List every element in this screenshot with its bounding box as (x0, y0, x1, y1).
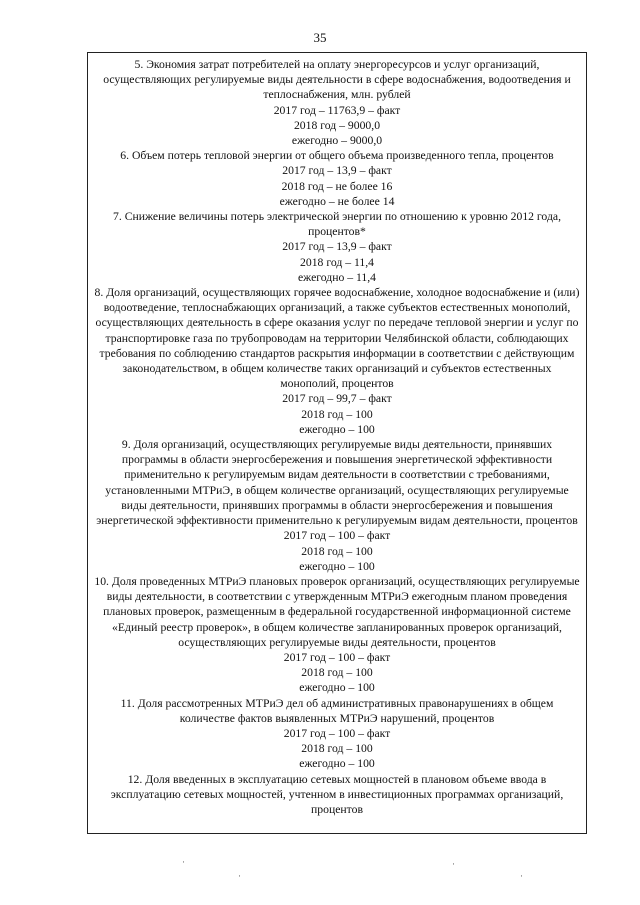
indicator-value-2017: 2017 год – 13,9 – факт (282, 164, 392, 178)
indicator-section-6 (94, 148, 580, 209)
indicator-value-annual: ежегодно – 100 (299, 757, 375, 771)
indicator-value-2017: 2017 год – 100 – факт (283, 726, 391, 740)
indicator-table (87, 52, 587, 834)
indicator-value-2018: 2018 год – 100 (301, 742, 373, 756)
scan-speck: · (182, 857, 185, 867)
indicator-section-12 (94, 772, 580, 818)
indicator-section-8 (94, 285, 580, 437)
indicator-value-2017: 2017 год – 11763,9 – факт (273, 103, 401, 117)
indicator-value-2017: 2017 год – 100 – факт (283, 529, 391, 543)
indicator-value-2018: 2018 год – не более 16 (281, 179, 393, 193)
indicator-value-2017: 2017 год – 99,7 – факт (282, 392, 392, 406)
indicator-heading: 12. Доля введенных в эксплуатацию сетевых мощностей в плановом объеме ввода в эксплуатацию сетевых мощностей, учтенном в инвестиционных программах организаций, процентов (110, 772, 564, 816)
indicator-heading: 8. Доля организаций, осуществляющих горячее водоснабжение, холодное водоснабжение и (или) водоотведение, теплоснабжающих организаций, а также субъектов естественных монополий, осуществляющих деятельность в сфере оказания услуг по передаче тепловой энергии и услуг по транспортировке газа по трубопроводам на территории Челябинской области, соблюдающих требования по соблюдению стандартов раскрытия информации в соответствии с действующим законодательством, в общем количестве таких организаций и субъектов естественных монополий, процентов (94, 286, 580, 391)
indicator-heading: 10. Доля проведенных МТРиЭ плановых проверок организаций, осуществляющих регулируемые виды деятельности, в соответствии с утвержденным МТРиЭ ежегодным планом проведения плановых проверок, размещенным в федеральной государственной информационной системе «Единый реестр проверок», в общем количестве запланированных проверок организаций, осуществляющих регулируемые виды деятельности, процентов (94, 574, 580, 649)
scan-speck: · (520, 871, 523, 881)
indicator-heading: 9. Доля организаций, осуществляющих регулируемые виды деятельности, принявших программы в области энергосбережения и повышения энергетической эффективности применительно к регулируемым видам деятельности в соответствии с требованиями, установленными МТРиЭ, в общем количестве организаций, осуществляющих регулируемые виды деятельности, принявших программы в области энергосбережения и повышения энергетической эффективности применительно к регулируемым видам деятельности, процентов (96, 438, 578, 528)
indicator-value-annual: ежегодно – не более 14 (279, 194, 395, 208)
indicator-value-2018: 2018 год – 11,4 (300, 255, 374, 269)
indicator-value-annual: ежегодно – 11,4 (297, 270, 377, 284)
indicator-heading: 7. Снижение величины потерь электрической энергии по отношению к уровню 2012 года, процентов* (113, 210, 561, 239)
scan-speck: · (452, 859, 455, 869)
indicator-heading: 6. Объем потерь тепловой энергии от общего объема произведенного тепла, процентов (120, 149, 554, 163)
scan-speck: · (238, 871, 241, 881)
indicator-section-5 (94, 57, 580, 148)
indicator-section-9 (94, 437, 580, 574)
indicator-value-annual: ежегодно – 100 (299, 422, 375, 436)
indicator-value-annual: ежегодно – 100 (299, 559, 375, 573)
indicator-value-2018: 2018 год – 100 (301, 407, 373, 421)
indicator-value-annual: ежегодно – 9000,0 (291, 134, 383, 148)
indicator-value-2017: 2017 год – 100 – факт (283, 650, 391, 664)
page-number: 35 (313, 30, 327, 45)
indicator-heading: 11. Доля рассмотренных МТРиЭ дел об административных правонарушениях в общем количестве фактов выявленных МТРиЭ нарушений, процентов (120, 696, 554, 725)
indicator-section-10 (94, 574, 580, 696)
indicator-value-2017: 2017 год – 13,9 – факт (282, 240, 392, 254)
indicator-value-2018: 2018 год – 100 (301, 666, 373, 680)
indicator-value-annual: ежегодно – 100 (299, 681, 375, 695)
indicator-heading: 5. Экономия затрат потребителей на оплату энергоресурсов и услуг организаций, осуществляющих регулируемые виды деятельности в сфере водоснабжения, водоотведения и теплоснабжения, млн. рублей (103, 58, 571, 102)
table-top-border (87, 52, 587, 53)
indicator-value-2018: 2018 год – 100 (301, 544, 373, 558)
indicator-list (94, 57, 580, 817)
indicator-section-7 (94, 209, 580, 285)
indicator-section-11 (94, 696, 580, 772)
indicator-value-2018: 2018 год – 9000,0 (293, 118, 381, 132)
